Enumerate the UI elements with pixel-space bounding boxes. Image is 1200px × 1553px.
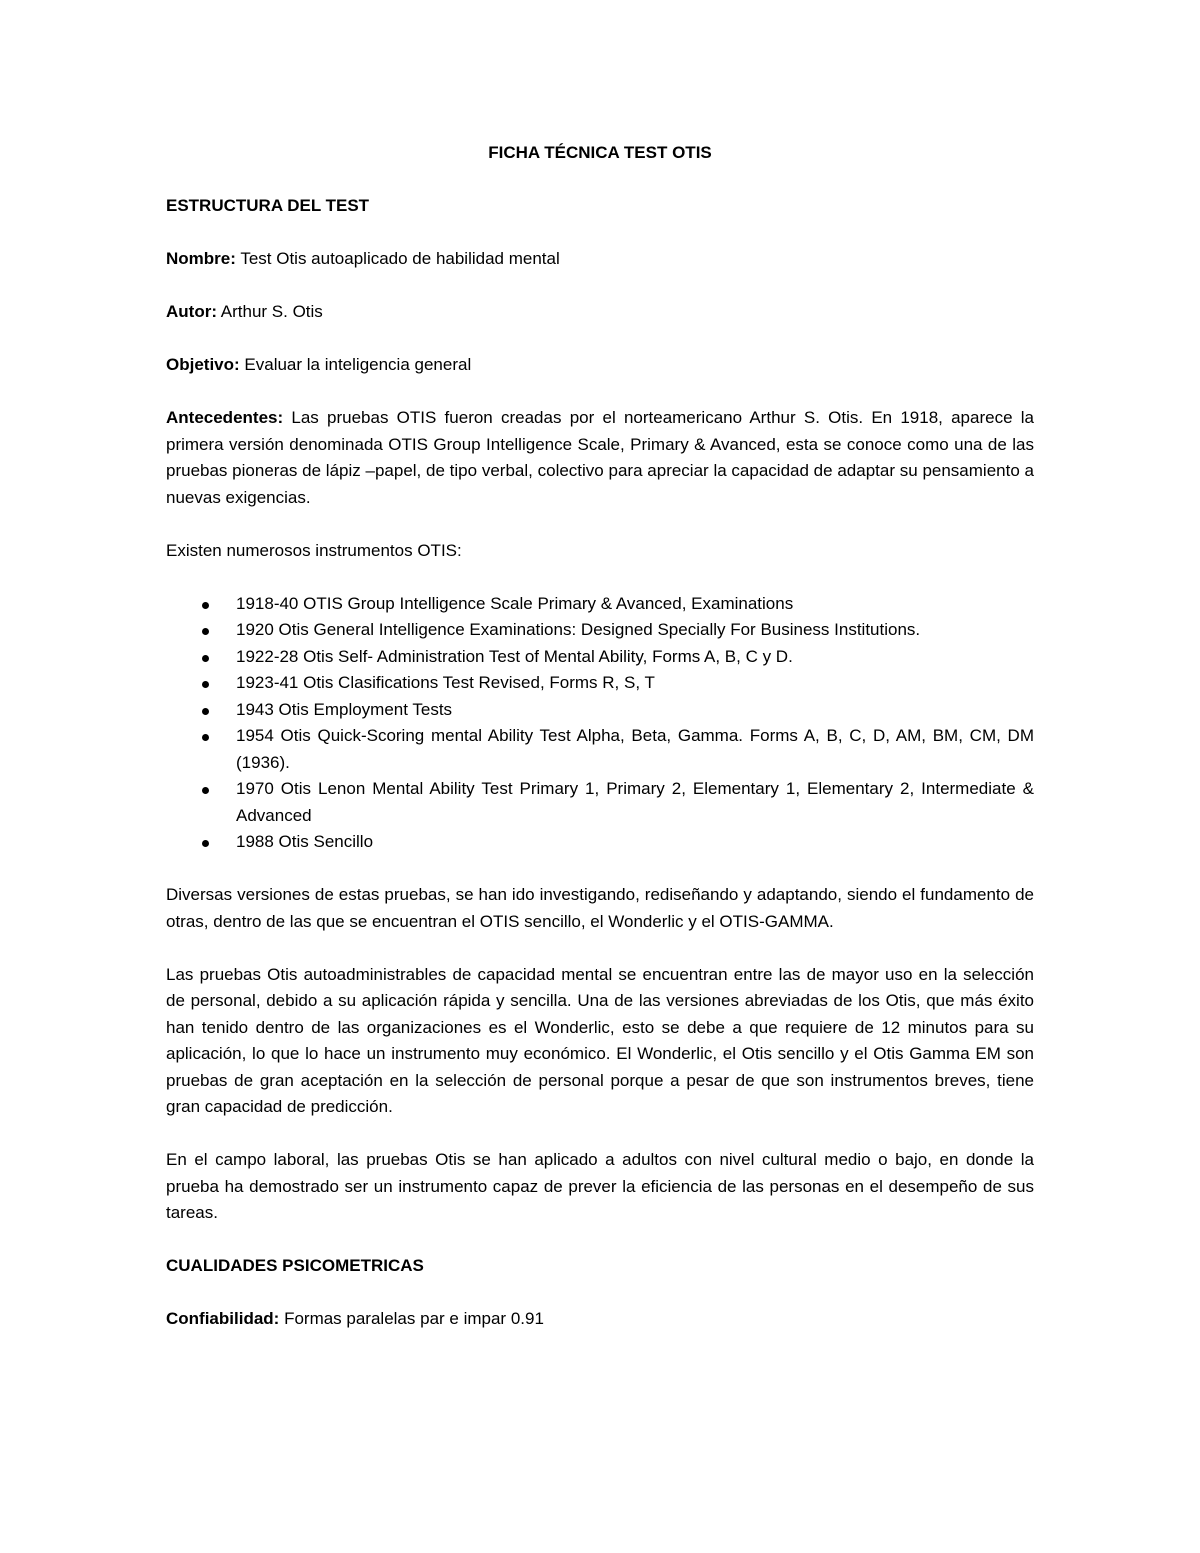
psychometric-heading: CUALIDADES PSICOMETRICAS — [166, 1256, 424, 1275]
field-objective-label: Objetivo: — [166, 355, 240, 374]
bullet-icon — [202, 628, 209, 635]
bullet-icon — [202, 655, 209, 662]
list-item — [166, 697, 1034, 724]
field-author — [166, 299, 1034, 326]
field-objective — [166, 352, 1034, 379]
list-item — [166, 723, 1034, 776]
bullet-icon — [202, 734, 209, 741]
instruments-list — [166, 591, 1034, 856]
field-author-value: Arthur S. Otis — [220, 302, 323, 321]
field-background-value: Las pruebas OTIS fueron creadas por el norteamericano Arthur S. Otis. En 1918, aparece la primera versión denominada OTIS Group Intelligence Scale, Primary & Avanced, esta se conoce como una de las pruebas pioneras de lápiz –papel, de tipo verbal, colectivo para apreciar la capacidad de adaptar su pensamiento a nuevas exigencias. — [166, 408, 1034, 507]
field-reliability — [166, 1306, 1034, 1333]
field-name-value: Test Otis autoaplicado de habilidad mental — [240, 249, 560, 268]
field-author-label: Autor: — [166, 302, 217, 321]
instruments-intro: Existen numerosos instrumentos OTIS: — [166, 540, 462, 560]
field-objective-value: Evaluar la inteligencia general — [244, 355, 472, 374]
bullet-icon — [202, 787, 209, 794]
bullet-icon — [202, 708, 209, 715]
list-item-text: 1943 Otis Employment Tests — [236, 699, 453, 719]
document-title: FICHA TÉCNICA TEST OTIS — [488, 143, 712, 162]
list-item — [166, 776, 1034, 829]
paragraph-selection: Las pruebas Otis autoadministrables de capacidad mental se encuentran entre las de mayor uso en la selección de personal, debido a su aplicación rápida y sencilla. Una de las versiones abreviadas de los Otis, que más éxito han tenido dentro de las organizaciones es el Wonderlic, esto se debe a que requiere de 12 minutos para su aplicación, lo que lo hace un instrumento muy económico. El Wonderlic, el Otis sencillo y el Otis Gamma EM son pruebas de gran aceptación en la selección de personal porque a pesar de que son instrumentos breves, tiene gran capacidad de predicción. — [166, 964, 1034, 1116]
document-page — [166, 140, 1034, 1359]
list-item — [166, 617, 1034, 644]
list-item-text: 1922-28 Otis Self- Administration Test of Mental Ability, Forms A, B, C y D. — [236, 646, 793, 666]
field-background — [166, 405, 1034, 511]
list-item-text: 1918-40 OTIS Group Intelligence Scale Primary & Avanced, Examinations — [236, 593, 794, 613]
bullet-icon — [202, 840, 209, 847]
field-reliability-value: Formas paralelas par e impar 0.91 — [284, 1309, 544, 1328]
structure-heading: ESTRUCTURA DEL TEST — [166, 196, 370, 215]
bullet-icon — [202, 681, 209, 688]
list-item-text: 1954 Otis Quick-Scoring mental Ability Test Alpha, Beta, Gamma. Forms A, B, C, D, AM, BM, CM, DM (1936). — [236, 726, 1034, 772]
paragraph-labor: En el campo laboral, las pruebas Otis se han aplicado a adultos con nivel cultural medio o bajo, en donde la prueba ha demostrado ser un instrumento capaz de prever la eficiencia de las personas en el desempeño de sus tareas. — [166, 1150, 1034, 1222]
list-item-text: 1970 Otis Lenon Mental Ability Test Primary 1, Primary 2, Elementary 1, Elementary 2, Intermediate & Advanced — [236, 779, 1034, 825]
field-name-label: Nombre: — [166, 249, 236, 268]
list-item-text: 1920 Otis General Intelligence Examinations: Designed Specially For Business Institutions. — [236, 620, 921, 639]
bullet-icon — [202, 602, 209, 609]
list-item — [166, 591, 1034, 618]
list-item-text: 1988 Otis Sencillo — [236, 832, 374, 851]
field-background-label: Antecedentes: — [166, 408, 284, 427]
list-item — [166, 829, 1034, 856]
list-item — [166, 670, 1034, 697]
paragraph-versions: Diversas versiones de estas pruebas, se han ido investigando, rediseñando y adaptando, siendo el fundamento de otras, dentro de las que se encuentran el OTIS sencillo, el Wonderlic y el OTIS-GAMMA. — [166, 885, 1034, 931]
field-name — [166, 246, 1034, 273]
list-item — [166, 644, 1034, 671]
list-item-text: 1923-41 Otis Clasifications Test Revised, Forms R, S, T — [236, 673, 655, 692]
field-reliability-label: Confiabilidad: — [166, 1309, 280, 1328]
